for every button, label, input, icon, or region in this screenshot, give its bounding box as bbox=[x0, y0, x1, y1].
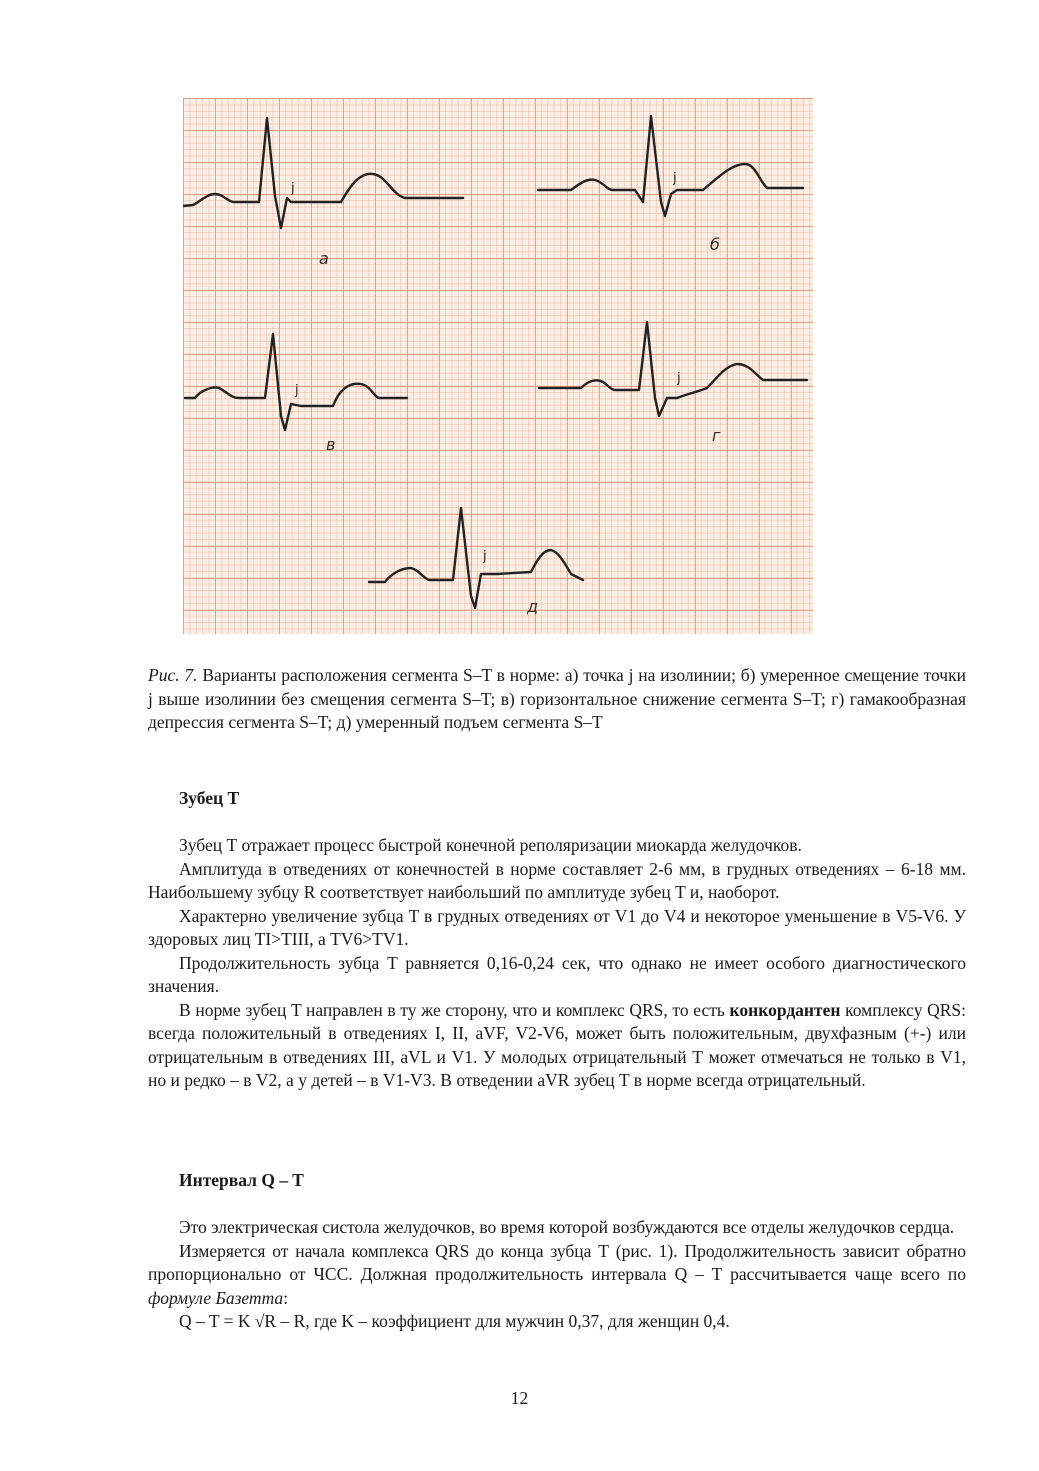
panel-label-b: б bbox=[710, 235, 720, 254]
ecg-tracings bbox=[183, 98, 813, 634]
ecg-figure bbox=[183, 98, 813, 634]
caption-label: Рис. 7. bbox=[148, 665, 198, 685]
section-t-body bbox=[148, 834, 966, 1093]
heading-qt-interval: Интервал Q – T bbox=[179, 1170, 304, 1190]
paragraph-text: : bbox=[283, 1287, 289, 1308]
page-number: 12 bbox=[510, 1388, 529, 1408]
paragraph: Зубец Т отражает процесс быстрой конечной реполяризации миокарда желудочков. bbox=[179, 835, 802, 855]
figure-caption bbox=[148, 664, 966, 735]
bold-term: конкордантен bbox=[729, 999, 841, 1020]
ecg-trace-d bbox=[369, 508, 583, 608]
caption-text: Варианты расположения сегмента S–T в норме: а) точка j на изолинии; б) умеренное смещение точки j выше изолинии без смещения сегмента S–T; в) горизонтальное снижение сегмента S–T; г) гамакообразная депрессия сегмента S–T; д) умеренный подъем сегмента S–T bbox=[148, 665, 966, 732]
j-mark-v: j bbox=[295, 383, 299, 398]
j-mark-a: j bbox=[291, 181, 295, 196]
paragraph-text: В норме зубец T направлен в ту же сторону, что и комплекс QRS, то есть bbox=[179, 999, 730, 1020]
panel-label-g: г bbox=[712, 426, 721, 445]
paragraph: Продолжительность зубца T равняется 0,16-0,24 сек, что однако не имеет особого диагностического значения. bbox=[148, 952, 966, 996]
paragraph bbox=[148, 1240, 966, 1311]
heading-t-wave: Зубец Т bbox=[179, 788, 240, 808]
paragraph: Характерно увеличение зубца T в грудных отведениях от V1 до V4 и некоторое уменьшение в V5-V6. У здоровых лиц TI>TIII, а TV6>TV1. bbox=[148, 905, 966, 949]
italic-term: формуле Базетта bbox=[148, 1287, 284, 1308]
paragraph: Амплитуда в отведениях от конечностей в норме составляет 2-6 мм, в грудных отведениях – 6-18 мм. Наибольшему зубцу R соответствует наибольший по амплитуде зубец T и, наоборот. bbox=[148, 858, 966, 902]
ecg-trace-g bbox=[539, 322, 807, 416]
j-mark-d: j bbox=[483, 549, 487, 564]
paragraph-text: комплексу QRS: всегда положительный в отведениях I, II, aVF, V2-V6, может быть положительным, двухфазным (+-) или отрицательным в отведениях III, aVL и V1. У молодых отрицательный Т может отмечаться не только в V1, но и редко – в V2, а у детей – в V1-V3. В отведении aVR зубец T в норме всегда отрицательный. bbox=[148, 999, 967, 1090]
panel-label-a: а bbox=[319, 249, 329, 268]
paragraph: Это электрическая систола желудочков, во время которой возбуждаются все отделы желудочков сердца. bbox=[179, 1217, 955, 1237]
ecg-trace-b bbox=[538, 116, 803, 216]
panel-label-v: в bbox=[326, 435, 336, 454]
ecg-trace-a bbox=[183, 118, 463, 228]
paragraph-text: Измеряется от начала комплекса QRS до конца зубца Т (рис. 1). Продолжительность зависит обратно пропорционально от ЧСС. Должная продолжительность интервала Q – T рассчитывается чаще всего по bbox=[148, 1240, 966, 1284]
j-mark-g: j bbox=[677, 371, 681, 386]
section-qt-body bbox=[148, 1216, 966, 1334]
paragraph bbox=[148, 999, 966, 1093]
panel-label-d: д bbox=[527, 597, 539, 616]
formula: Q – T = K √R – R, где K – коэффициент для мужчин 0,37, для женщин 0,4. bbox=[179, 1311, 730, 1331]
j-mark-b: j bbox=[673, 171, 677, 186]
ecg-trace-v bbox=[185, 334, 407, 430]
